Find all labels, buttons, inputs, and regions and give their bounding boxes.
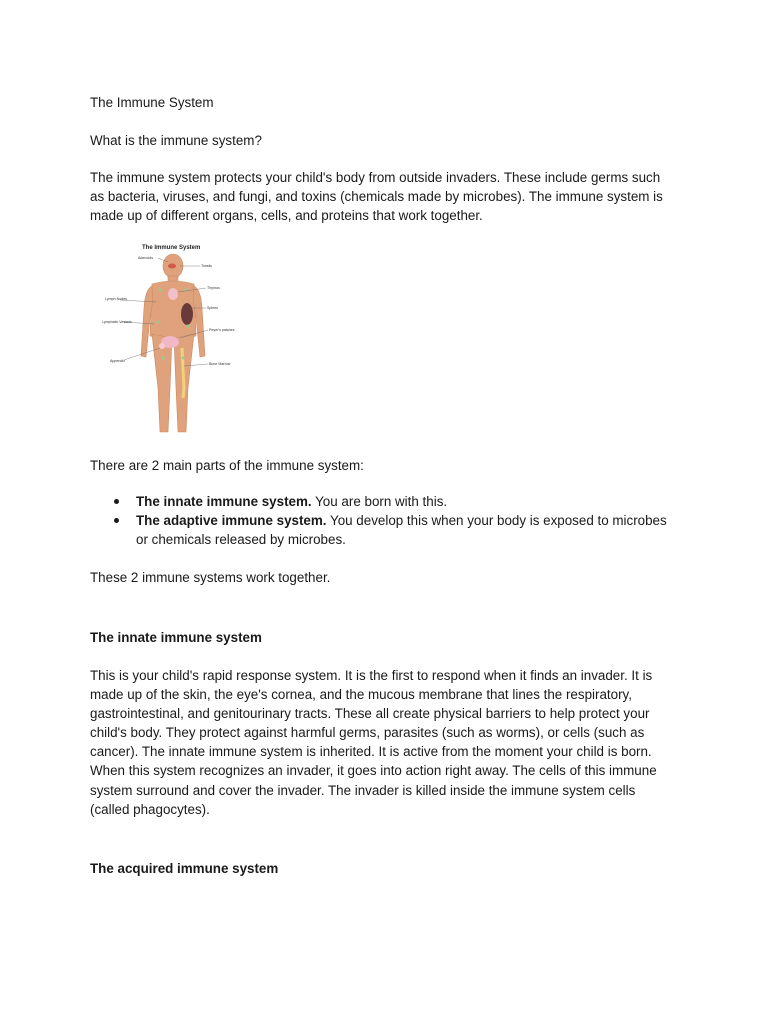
innate-line: (called phagocytes). (90, 801, 210, 817)
acquired-heading: The acquired immune system (90, 861, 279, 876)
thymus-mark (168, 288, 178, 300)
bone-marrow-mark (182, 348, 184, 398)
list-item-term: The innate immune system. (136, 494, 312, 509)
innate-paragraph (90, 666, 690, 819)
question-heading: What is the immune system? (90, 133, 262, 148)
label-peyers-patches: Peyer's patches (209, 328, 235, 332)
spleen-mark (181, 303, 193, 325)
together-sentence: These 2 immune systems work together. (90, 570, 331, 585)
label-appendix: Appendix (110, 359, 125, 363)
innate-line: system surround and cover the invader. The invader is killed inside the immune system cells (90, 782, 636, 798)
intro-paragraph (90, 168, 690, 225)
bullet-icon (114, 499, 119, 504)
innate-line: When this system recognizes an invader, it goes into action right away. The cells of this immune (90, 763, 657, 779)
label-spleen: Spleen (207, 306, 219, 310)
list-item-text: You develop this when your body is exposed to microbes (326, 513, 667, 529)
innate-line: cancer). The innate immune system is inherited. It is active from the moment your child is born. (90, 744, 652, 760)
innate-heading: The innate immune system (90, 630, 262, 645)
label-bone-marrow: Bone Marrow (209, 362, 231, 366)
intro-line: made up of different organs, cells, and proteins that work together. (90, 208, 483, 224)
list-item-text: You are born with this. (311, 494, 448, 509)
innate-line: This is your child's rapid response system. It is the first to respond when it finds an invader. It is (90, 668, 653, 683)
intro-line: The immune system protects your child's body from outside invaders. These include germs such (90, 170, 661, 185)
label-lymph-nodes: Lymph Nodes (105, 297, 128, 301)
label-tonsils: Tonsils (201, 264, 212, 268)
innate-line: made up of the skin, the eye's cornea, and the mucous membrane that lines the respiratory, (90, 687, 632, 703)
innate-line: gastrointestinal, and genitourinary tracts. These all create physical barriers to help protect your (90, 706, 650, 722)
label-adenoids: Adenoids (138, 256, 153, 260)
immune-parts-list (90, 492, 667, 549)
label-thymus: Thymus (207, 286, 220, 290)
list-item-text: or chemicals released by microbes. (136, 532, 346, 548)
figure-title: The Immune System (142, 245, 201, 251)
tonsils-mark (168, 264, 176, 269)
intro-line: as bacteria, viruses, and fungi, and toxins (chemicals made by microbes). The immune system is (90, 189, 663, 205)
list-item (90, 492, 667, 511)
immune-system-figure (100, 238, 260, 442)
list-item-term: The adaptive immune system. (136, 513, 327, 529)
parts-intro: There are 2 main parts of the immune system: (90, 458, 364, 473)
document-title: The Immune System (90, 95, 214, 110)
bullet-icon (114, 518, 119, 523)
list-item (90, 511, 667, 549)
innate-line: child's body. They protect against harmful germs, parasites (such as worms), or cells (such as (90, 725, 645, 741)
label-lymphatic-vessels: Lymphatic Vessels (102, 320, 132, 324)
